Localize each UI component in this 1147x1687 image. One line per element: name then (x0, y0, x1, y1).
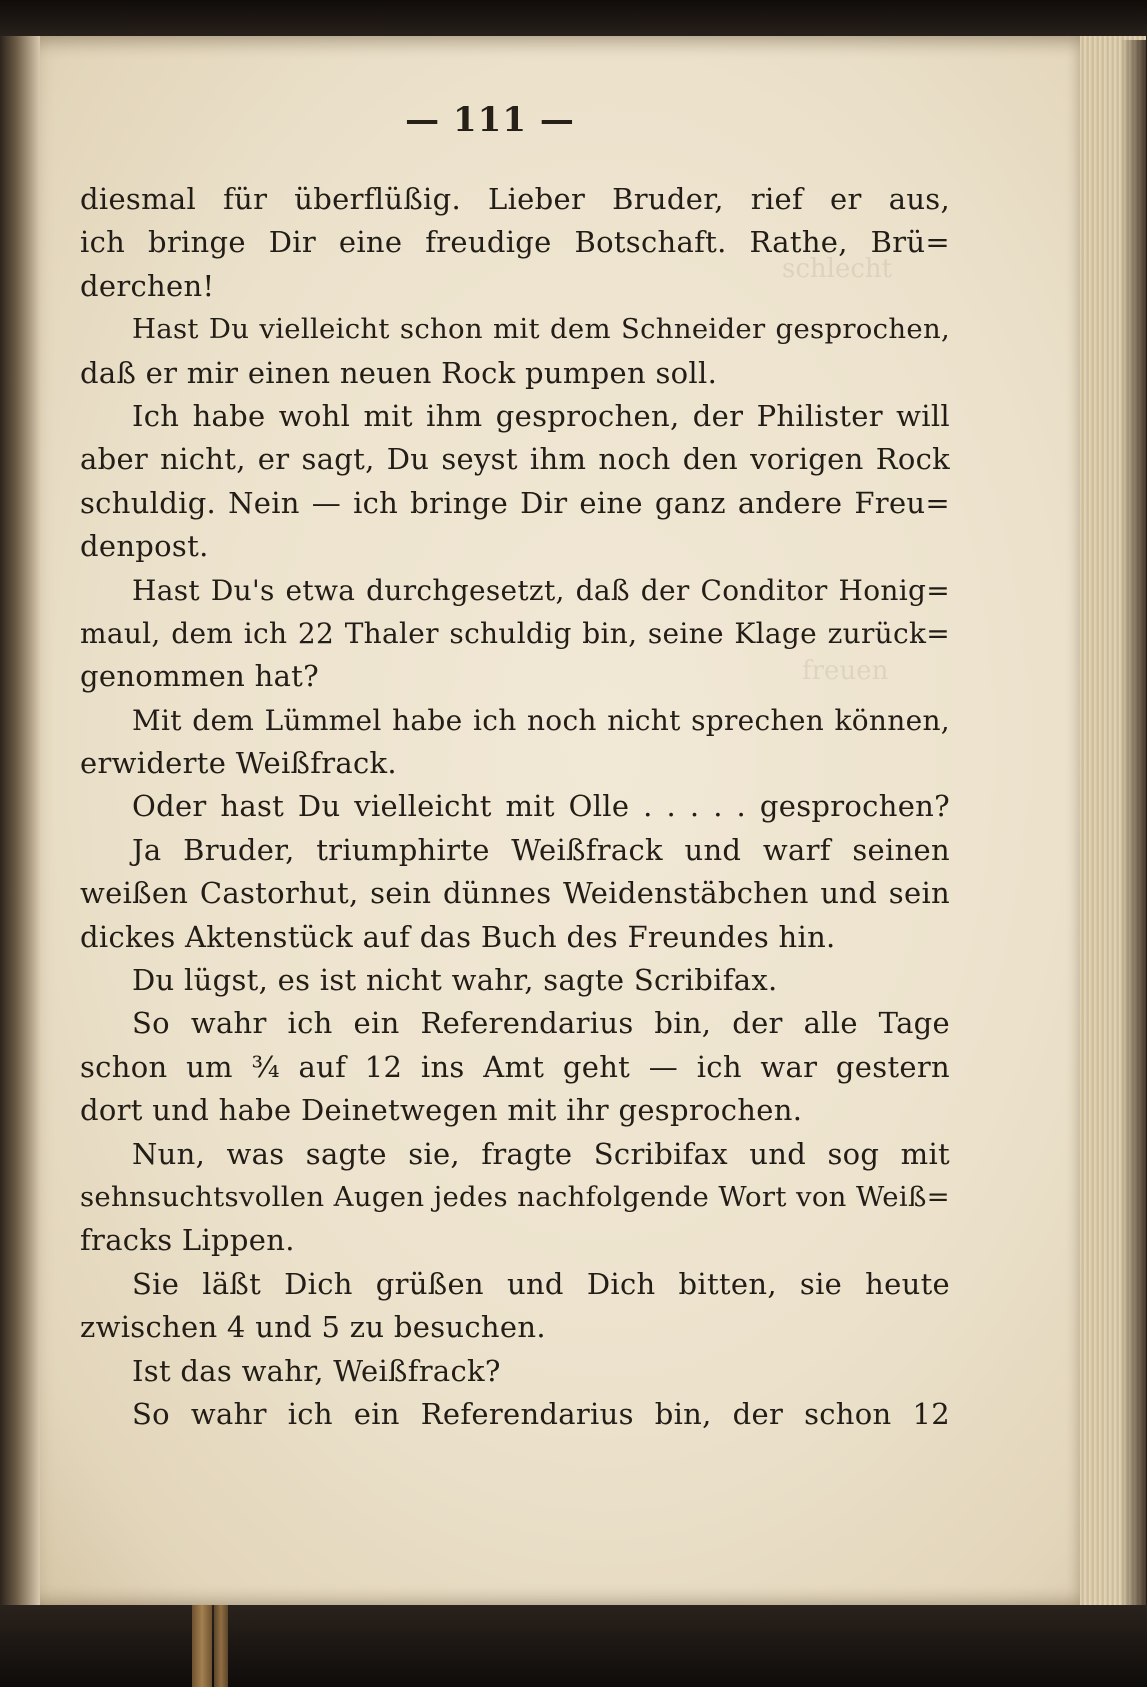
text-line: Hast Du vielleicht schon mit dem Schneider gesprochen, (132, 313, 950, 346)
page-edges-shadow (1120, 40, 1147, 1605)
text-line: Hast Du's etwa durchgesetzt, daß der Conditor Honig= (132, 573, 950, 607)
bleed-through-mark: schlecht (782, 254, 893, 284)
page-body-text (80, 178, 950, 1436)
text-line: Nun, was sagte sie, fragte Scribifax und sog mit (132, 1136, 950, 1171)
text-line: daß er mir einen neuen Rock pumpen soll. (80, 355, 718, 390)
text-line: sehnsuchtsvollen Augen jedes nachfolgende Wort von Weiß= (80, 1180, 950, 1213)
text-line: Oder hast Du vielleicht mit Olle . . . . . gesprochen? (132, 789, 950, 824)
text-line: genommen hat? (80, 659, 319, 694)
text-line: Sie läßt Dich grüßen und Dich bitten, sie heute (132, 1266, 950, 1301)
text-line: schuldig. Nein — ich bringe Dir eine ganz andere Freu= (80, 485, 950, 520)
bleed-through-mark: freuen (802, 656, 889, 686)
bookmark-ribbon (214, 1605, 228, 1687)
top-book-edge (0, 0, 1147, 40)
text-line: schon um ¾ auf 12 ins Amt geht — ich war gestern (80, 1049, 950, 1084)
text-line: denpost. (80, 529, 209, 564)
binding-gutter-shadow (0, 36, 40, 1606)
text-line: ich bringe Dir eine freudige Botschaft. Rathe, Brü= (80, 225, 950, 260)
text-line: weißen Castorhut, sein dünnes Weidenstäbchen und sein (80, 876, 950, 911)
bottom-book-edge (0, 1605, 1147, 1687)
text-line: derchen! (80, 268, 215, 303)
text-line: fracks Lippen. (80, 1223, 295, 1258)
text-line: Ich habe wohl mit ihm gesprochen, der Philister will (132, 398, 950, 433)
page-number: — 111 — (405, 100, 575, 140)
text-line: zwischen 4 und 5 zu besuchen. (80, 1310, 546, 1345)
text-line: Ja Bruder, triumphirte Weißfrack und warf seinen (132, 832, 950, 867)
text-line: Mit dem Lümmel habe ich noch nicht sprechen können, (132, 703, 950, 737)
text-line: So wahr ich ein Referendarius bin, der alle Tage (132, 1006, 950, 1041)
text-line: Ist das wahr, Weißfrack? (132, 1353, 501, 1388)
text-line: So wahr ich ein Referendarius bin, der schon 12 (132, 1396, 950, 1431)
text-line: dort und habe Deinetwegen mit ihr gesprochen. (80, 1093, 803, 1128)
text-line: aber nicht, er sagt, Du seyst ihm noch den vorigen Rock (80, 442, 950, 477)
text-line: maul, dem ich 22 Thaler schuldig bin, seine Klage zurück= (80, 616, 950, 650)
bookmark-ribbon (192, 1605, 212, 1687)
text-line: Du lügst, es ist nicht wahr, sagte Scribifax. (132, 963, 778, 998)
text-line: dickes Aktenstück auf das Buch des Freundes hin. (80, 919, 836, 954)
text-line: erwiderte Weißfrack. (80, 746, 397, 781)
text-line: diesmal für überflüßig. Lieber Bruder, rief er aus, (80, 182, 950, 216)
